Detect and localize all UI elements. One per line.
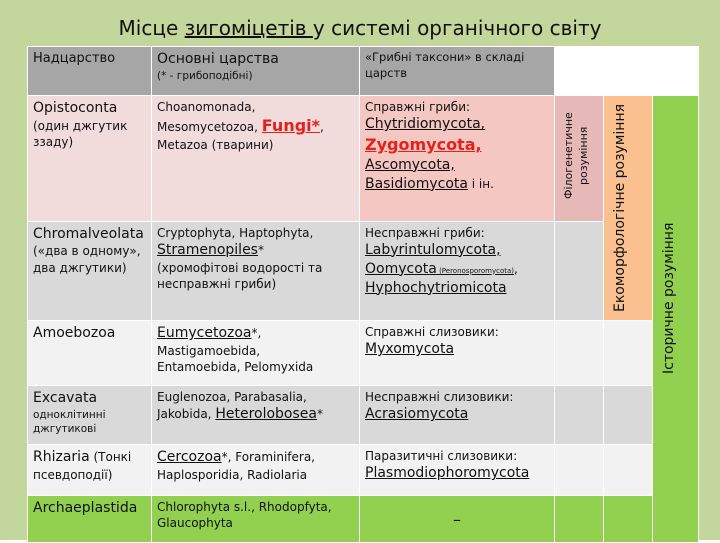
title-suffix: у системі органічного світу [312,16,602,40]
kingdom-line: Euglenozoa, Parabasalia, [157,390,307,404]
blank-cell [604,445,653,496]
taxa-none: – [453,510,461,529]
blank-cell [604,496,653,543]
table-row [28,221,699,320]
supergroup-name: Amoebozoa [33,325,116,341]
supergroup-note: одноклітинні джгутикові [33,408,106,436]
cell-fungal-taxa [360,321,555,386]
ecomorphological-understanding-cell [604,96,653,321]
header-blank [555,47,699,96]
kingdom-line: Metazoa (тварини) [157,137,274,152]
blank-cell [604,321,653,386]
blank-cell [555,445,604,496]
kingdom-line: Chlorophyta s.l., Rhodopfyta, [157,500,332,514]
cell-supergroup [28,321,152,386]
cell-kingdoms [152,386,360,445]
cell-supergroup [28,386,152,445]
taxon-link: Basidiomycota [365,175,468,192]
supergroup-name: Excavata [33,390,98,406]
kingdom-link: Cercozoa [157,449,222,465]
cell-fungal-taxa [360,96,555,222]
table-row [28,496,699,543]
taxon-comma: , [514,261,518,276]
kingdom-line: Glaucophyta [157,516,233,531]
taxa-heading: Несправжні гриби: [365,225,485,240]
header-fungal-taxa [360,47,555,96]
kingdom-line: Haplosporidia, Radiolaria [157,467,308,482]
cell-kingdoms [152,96,360,222]
supergroup-name: Rhizaria [33,449,90,465]
kingdom-line: Mesomycetozoa, Fungi*, [157,116,324,136]
kingdom-line: (хромофітові водорості та несправжні гриби) [157,260,323,291]
table-header-row [28,47,699,96]
header-kingdoms-title: Основні царства [157,51,279,67]
kingdom-line: Mastigamoebida, [157,343,261,358]
cell-supergroup [28,221,152,320]
supergroup-name: Chromalveolata [33,225,144,242]
taxon-link: Labyrintulomycota, [365,241,501,258]
taxon-link: Oomycota [365,260,437,277]
header-supergroup: Надцарство [28,47,152,96]
cell-supergroup [28,496,152,543]
taxa-heading: Несправжні слизовики: [365,390,514,404]
cell-kingdoms [152,445,360,496]
taxon-synonym: (Peronosporomycota) [436,266,515,275]
taxon-link: Chytridiomycota, [365,116,486,133]
zygomycota-highlight: Zygomycota, [365,135,482,155]
kingdom-line: Choanomonada, [157,100,256,114]
cell-kingdoms [152,321,360,386]
cell-supergroup [28,445,152,496]
kingdom-text: Jakobida, [157,407,212,422]
supergroup-note: (Тонкі псевдоподії) [33,450,132,482]
phylogenetic-understanding-cell [555,96,604,222]
kingdom-link: Heterolobosea [215,406,317,423]
taxon-link: Plasmodiophoromycota [365,465,530,482]
kingdom-mark: * [316,407,323,422]
taxon-link: Acrasiomycota [365,406,469,423]
taxon-link: Myxomycota [365,341,455,358]
blank-cell [555,321,604,386]
kingdom-link: Stramenopiles [157,241,258,258]
kingdom-line: Cryptophyta, Haptophyta, [157,225,314,240]
blank-cell [555,386,604,445]
fungi-highlight: Fungi* [261,116,321,136]
kingdom-mark: * [257,242,264,257]
table-row [28,445,699,496]
kingdom-line: Entamoebida, Pelomyxida [157,360,314,375]
blank-cell [555,221,604,320]
cell-fungal-taxa [360,221,555,320]
taxa-heading: Справжні слизовики: [365,325,499,339]
kingdom-text: *, Foraminifera, [221,450,315,464]
table-row [28,96,699,222]
taxa-heading: Справжні гриби: [365,100,471,114]
cell-supergroup [28,96,152,222]
taxon-suffix: і ін. [467,176,494,191]
blank-cell [604,386,653,445]
taxon-link: Hyphochytriomicota [365,279,507,296]
cell-fungal-taxa [360,445,555,496]
kingdom-mark: *, [251,326,262,340]
ecomorphological-label: Екоморфологічне розуміння [612,103,628,313]
supergroup-name: Archaeplastida [33,500,138,516]
title-prefix: Місце [118,16,185,40]
cell-kingdoms [152,496,360,543]
table-row [28,386,699,445]
kingdom-text: Mesomycetozoa, [157,120,258,135]
supergroup-name: Opistoconta [33,100,118,116]
taxon-link: Ascomycota, [365,156,455,173]
supergroup-note: (один джгутик ззаду) [33,118,128,150]
historic-understanding-cell [653,96,699,543]
phylogenetic-label: Філогенетичне розуміння [562,112,590,199]
cell-fungal-taxa [360,386,555,445]
header-fungal-taxa-line2: царств [365,65,407,80]
cell-fungal-taxa [360,496,555,543]
historic-label: Історичне розуміння [661,222,677,374]
header-fungal-taxa-line1: «Грибні таксони» в складі [365,50,525,64]
header-kingdoms-note: (* - грибоподібні) [157,69,253,82]
slide-title [0,16,720,40]
table-row [28,321,699,386]
header-kingdoms [152,47,360,96]
taxonomy-table [27,46,699,543]
taxa-heading: Паразитичні слизовики: [365,449,518,463]
kingdom-link: Eumycetozoa [157,325,252,341]
title-underlined: зигомiцетів [184,16,313,40]
cell-kingdoms [152,221,360,320]
blank-cell [555,496,604,543]
supergroup-note: («два в одному», два джгутики) [33,244,141,275]
